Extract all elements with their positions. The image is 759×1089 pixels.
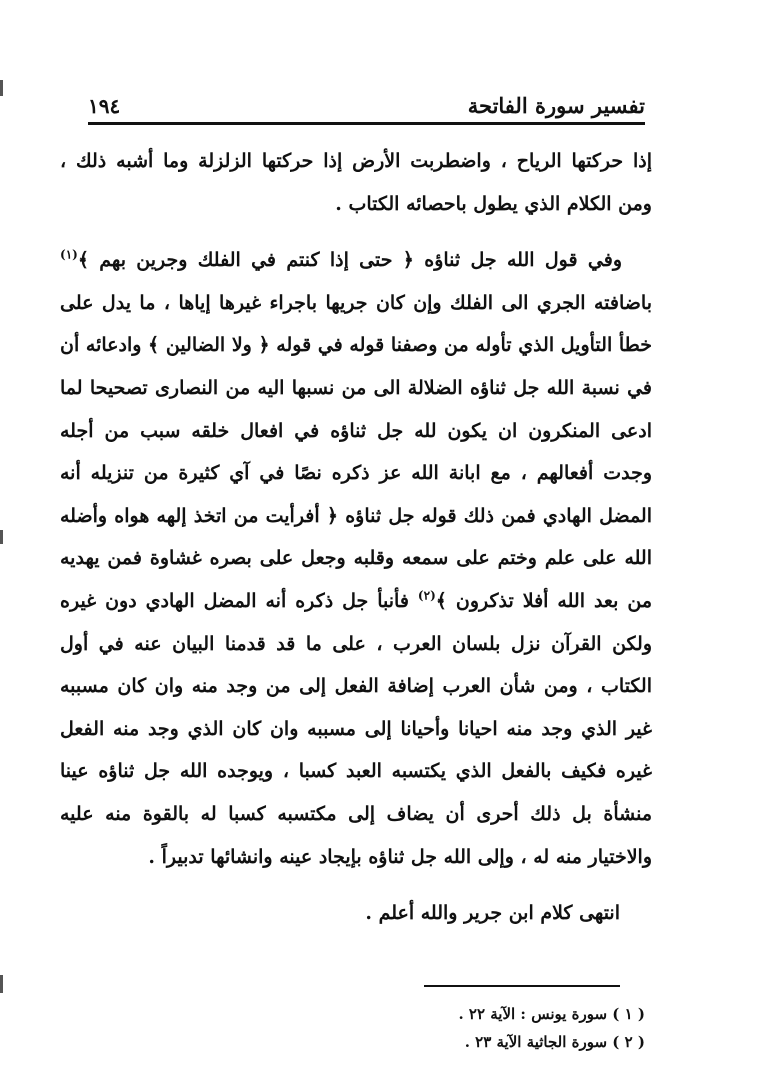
- paragraph-2: [60, 239, 652, 878]
- paragraph-2-part-1: وفي قول الله جل ثناؤه ﴿ حتى إذا كنتم في الفلك وجرين بهم ﴾: [77, 249, 622, 272]
- footnote-2: ( ٢ ) سورة الجاثية الآية ٢٣ .: [464, 1033, 645, 1051]
- footnotes: [300, 1000, 645, 1056]
- footnote-rule: [424, 985, 620, 987]
- header-rule: [88, 122, 645, 125]
- scan-edge-mark: [0, 80, 3, 96]
- paragraph-2-part-3: فأنبأ جل ذكره أنه المضل الهادي دون غيره ولكن القرآن نزل بلسان العرب ، على ما قد قدمنا البيان عنه في أول الكتاب ، ومن شأن العرب إضافة الفعل إلى من وجد منه وان كان مسببه غير الذي وجد منه احيانا وأحيانا إلى مسببه وان كان الذي وجد منه الفعل غيره فكيف بالفعل الذي يكتسبه العبد كسبا ، ويوجده الله جل ثناؤه عينا منشأة بل ذلك أحرى أن يضاف إلى مكتسبه كسبا له بالقوة منه عليه والاختيار منه له ، وإلى الله جل ثناؤه بإيجاد عينه وانشائها تدبيراً .: [60, 589, 652, 868]
- paragraph-2-part-2: باضافته الجري الى الفلك وإن كان جريها باجراء غيرها إياها ، ما يدل على خطأ التأويل الذي تأوله من وصفنا قوله في قوله ﴿ ولا الضالين ﴾ وادعائه أن في نسبة الله جل ثناؤه الضلالة الى من نسبها اليه من النصارى تصحيحا لما ادعى المنكرون ان يكون لله جل ثناؤه في افعال خلقه سبب من أجله وجدت أفعالهم ، مع ابانة الله عز ذكره نصًا في آي كثيرة من تنزيله أنه المضل الهادي فمن ذلك قوله جل ثناؤه ﴿ أفرأيت من اتخذ إلهه هواه وأضله الله على علم وختم على سمعه وقلبه وجعل على بصره غشاوة فمن يهديه من بعد الله أفلا تذكرون ﴾: [60, 291, 653, 612]
- footnote-1: ( ١ ) سورة يونس : الآية ٢٢ .: [458, 1005, 645, 1023]
- footnote-marker-2: (٢): [417, 588, 436, 603]
- paragraph-1: إذا حركتها الرياح ، واضطربت الأرض إذا حركتها الزلزلة وما أشبه ذلك ، ومن الكلام الذي يطول باحصائه الكتاب .: [60, 150, 652, 215]
- page-header: [88, 84, 645, 118]
- page-number: ١٩٤: [88, 94, 121, 118]
- body-text: [60, 140, 652, 878]
- closing-line: انتهى كلام ابن جرير والله أعلم .: [365, 902, 620, 924]
- footnote-marker-1: (١): [60, 247, 78, 262]
- running-title: تفسير سورة الفاتحة: [467, 93, 645, 118]
- scan-edge-mark: [0, 530, 3, 544]
- scan-edge-mark: [0, 975, 3, 993]
